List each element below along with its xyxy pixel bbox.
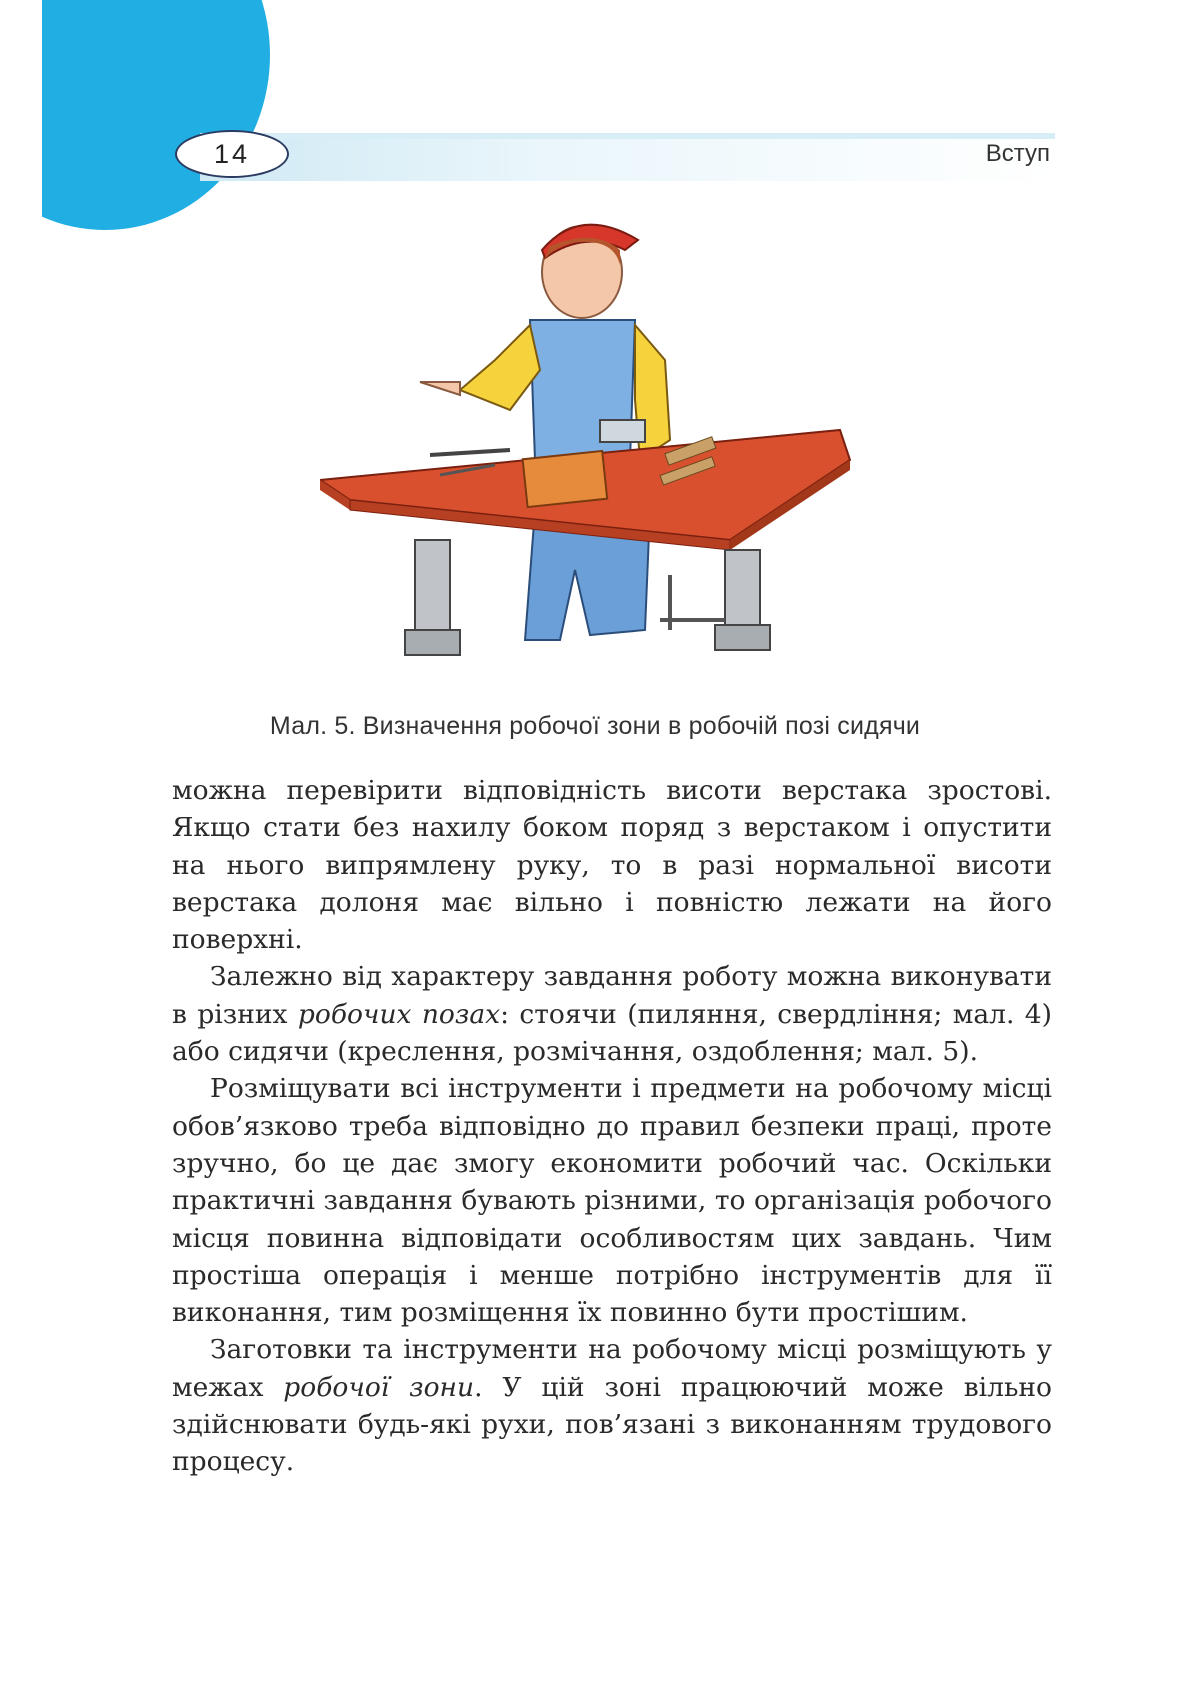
page-number: 14 <box>175 130 289 178</box>
body-text <box>172 772 1052 1481</box>
emphasis: робочої зони <box>283 1371 475 1403</box>
paragraph: можна перевірити відповідність висоти верстака зростові. Якщо стати без нахилу боком поряд з верстаком і опустити на нього випрямлену руку, то в разі нормальної висоти верстака долоня має вільно і повністю лежати на його поверхні. <box>172 775 1052 956</box>
paragraph: Залежно від характеру завдання роботу можна виконувати в різних робочих позах: стоячи (пиляння, свердління; мал. 4) або сидячи (креслення, розмічання, оздоблення; мал. 5). <box>172 961 1052 1068</box>
emphasis: робочих позах <box>297 998 501 1030</box>
paragraph: Розміщувати всі інструменти і предмети на робочому місці обов’язково треба відповідно до правил безпеки праці, проте зручно, бо це дає змогу економити робочий час. Оскільки практичні завдання бувають різними, то організація робочого місця повинна відповідати особливостям цих завдань. Чим простіша операція і менше потрібно інструментів для її виконання, тим розміщення їх повинно бути простішим. <box>172 1073 1052 1329</box>
paragraph: Заготовки та інструменти на робочому місці розміщують у межах робочої зони. У цій зоні працюючий може вільно здійснювати будь-які рухи, пов’язані з виконанням трудового процесу. <box>172 1334 1052 1478</box>
section-title: Вступ <box>985 140 1050 167</box>
figure-caption: Мал. 5. Визначення робочої зони в робочій позі сидячи <box>269 712 921 740</box>
illustration-worker-at-workbench <box>320 210 910 690</box>
header-band <box>200 133 1055 181</box>
